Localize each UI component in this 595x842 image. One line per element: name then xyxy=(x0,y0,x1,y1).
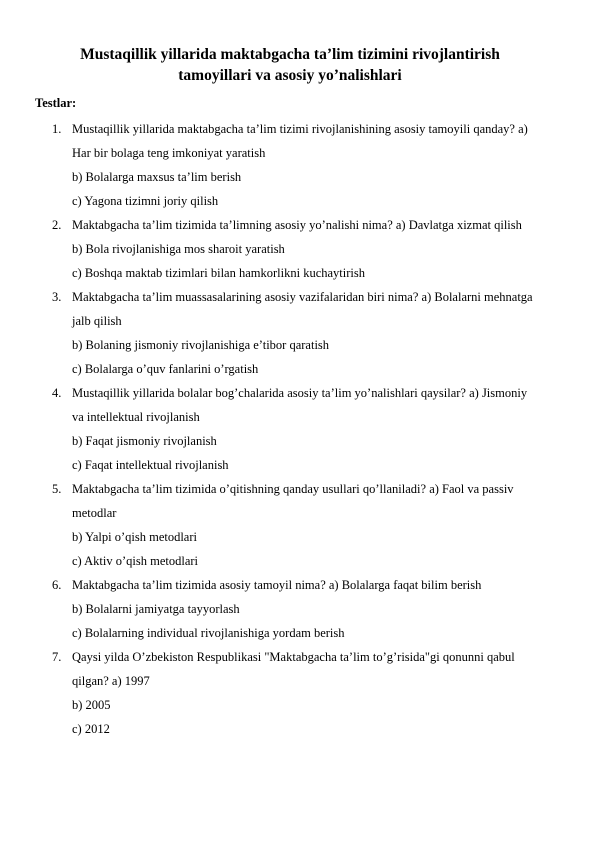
option-c: c) Bolalarga o’quv fanlarini o’rgatish xyxy=(72,362,259,376)
option-c: c) 2012 xyxy=(72,722,110,736)
question-number: 2. xyxy=(52,218,62,232)
question-number: 6. xyxy=(52,578,62,592)
document-title xyxy=(40,44,540,86)
option-b: b) Bola rivojlanishiga mos sharoit yaratish xyxy=(72,242,285,256)
option-b: b) Bolaning jismoniy rivojlanishiga e’tibor qaratish xyxy=(72,338,330,352)
option-b: b) Yalpi o’qish metodlari xyxy=(72,530,197,544)
option-c: c) Yagona tizimni joriy qilish xyxy=(72,194,219,208)
title-line-1: Mustaqillik yillarida maktabgacha ta’lim tizimini rivojlantirish xyxy=(80,46,500,63)
question-item xyxy=(0,117,534,213)
question-number: 3. xyxy=(52,290,62,304)
option-c: c) Aktiv o’qish metodlari xyxy=(72,554,199,568)
option-c: c) Faqat intellektual rivojlanish xyxy=(72,458,229,472)
question-item xyxy=(0,213,534,285)
section-label: Testlar: xyxy=(35,96,77,110)
option-c: c) Bolalarning individual rivojlanishiga yordam berish xyxy=(72,626,345,640)
option-b: b) Faqat jismoniy rivojlanish xyxy=(72,434,217,448)
question-text: Maktabgacha ta’lim tizimida o’qitishning qanday usullari qo’llaniladi? a) Faol va passiv metodlar xyxy=(72,482,514,520)
question-list xyxy=(0,117,595,741)
question-item xyxy=(0,645,534,741)
question-item xyxy=(0,381,534,477)
title-line-2: tamoyillari va asosiy yo’nalishlari xyxy=(178,67,402,84)
option-b: b) Bolalarni jamiyatga tayyorlash xyxy=(72,602,240,616)
question-number: 5. xyxy=(52,482,62,496)
question-number: 1. xyxy=(52,122,62,136)
question-item xyxy=(0,285,534,381)
question-text: Mustaqillik yillarida bolalar bog’chalarida asosiy ta’lim yo’nalishlari qaysilar? a) Jismoniy va intellektual rivojlanish xyxy=(72,386,528,424)
question-text: Maktabgacha ta’lim tizimida ta’limning asosiy yo’nalishi nima? a) Davlatga xizmat qilish xyxy=(72,218,522,232)
question-text: Mustaqillik yillarida maktabgacha ta’lim tizimi rivojlanishining asosiy tamoyili qanday? a) Har bir bolaga teng imkoniyat yaratish xyxy=(72,122,528,160)
question-text: Maktabgacha ta’lim tizimida asosiy tamoyil nima? a) Bolalarga faqat bilim berish xyxy=(72,578,482,592)
question-item xyxy=(0,477,534,573)
question-text: Qaysi yilda O’zbekiston Respublikasi "Maktabgacha ta’lim to’g’risida"gi qonunni qabul qilgan? a) 1997 xyxy=(72,650,515,688)
question-text: Maktabgacha ta’lim muassasalarining asosiy vazifalaridan biri nima? a) Bolalarni mehnatga jalb qilish xyxy=(72,290,533,328)
question-number: 7. xyxy=(52,650,62,664)
question-item xyxy=(0,573,534,645)
option-b: b) 2005 xyxy=(72,698,111,712)
option-b: b) Bolalarga maxsus ta’lim berish xyxy=(72,170,242,184)
option-c: c) Boshqa maktab tizimlari bilan hamkorlikni kuchaytirish xyxy=(72,266,365,280)
question-number: 4. xyxy=(52,386,62,400)
